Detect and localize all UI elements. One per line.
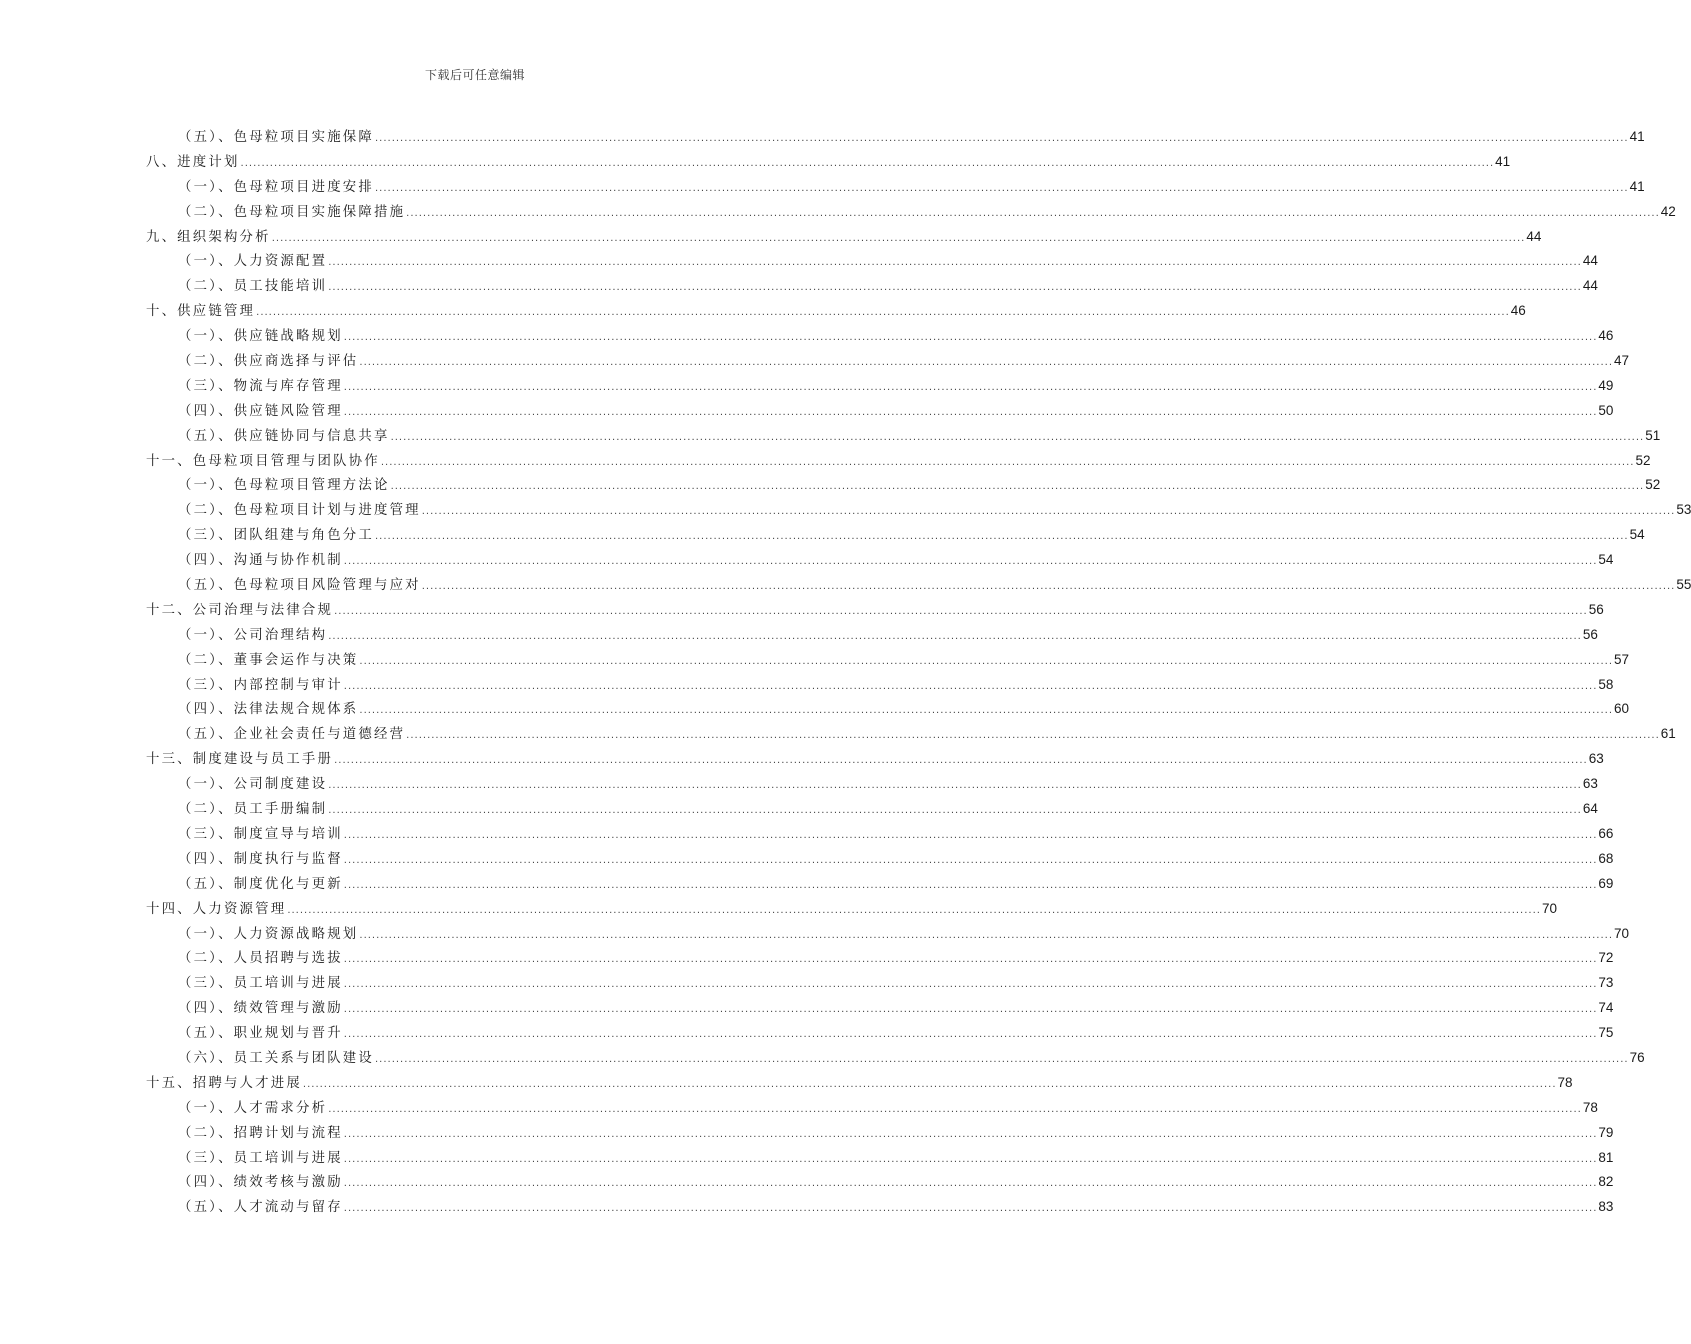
toc-dot-leader: ............................................................................................................................................................................................................................................................................................................ (328, 805, 1582, 817)
toc-section-entry[interactable] (146, 424, 1661, 449)
toc-entry-label: （五）、色母粒项目风险管理与应对 (178, 578, 421, 594)
toc-entry-label: 十三、制度建设与员工手册 (146, 752, 334, 768)
toc-dot-leader: ............................................................................................................................................................................................................................................................................................................ (343, 829, 1598, 841)
toc-entry-label: （四）、法律法规合规体系 (178, 702, 359, 718)
toc-entry-label: 十五、招聘与人才进展 (146, 1075, 302, 1091)
toc-section-entry[interactable] (146, 200, 1676, 225)
toc-entry-label: （二）、人员招聘与选拔 (178, 951, 343, 967)
toc-entry-label: （三）、团队组建与角色分工 (178, 528, 374, 544)
toc-dot-leader: ............................................................................................................................................................................................................................................................................................................ (406, 207, 1660, 219)
toc-page-number: 82 (1598, 1174, 1614, 1190)
toc-dot-leader: ............................................................................................................................................................................................................................................................................................................ (380, 456, 1635, 468)
toc-entry-label: （二）、员工手册编制 (178, 802, 328, 818)
toc-page-number: 51 (1645, 427, 1661, 443)
toc-dot-leader: ............................................................................................................................................................................................................................................................................................................ (271, 232, 1526, 244)
toc-page-number: 73 (1598, 975, 1614, 991)
toc-section-entry[interactable] (146, 324, 1614, 349)
toc-page-number: 46 (1598, 328, 1614, 344)
toc-page-number: 50 (1598, 402, 1614, 418)
toc-dot-leader: ............................................................................................................................................................................................................................................................................................................ (256, 307, 1510, 319)
toc-page-number: 78 (1557, 1074, 1573, 1090)
toc-page-number: 63 (1582, 776, 1598, 792)
table-of-contents (146, 125, 1691, 1220)
toc-section-entry[interactable] (146, 498, 1691, 523)
toc-dot-leader: ............................................................................................................................................................................................................................................................................................................ (343, 680, 1598, 692)
toc-dot-leader: ............................................................................................................................................................................................................................................................................................................ (359, 357, 1614, 369)
toc-section-entry[interactable] (146, 946, 1614, 971)
toc-section-entry[interactable] (146, 847, 1614, 872)
toc-section-entry[interactable] (146, 1146, 1614, 1171)
toc-page-number: 58 (1598, 676, 1614, 692)
toc-entry-label: （五）、供应链协同与信息共享 (178, 428, 390, 444)
toc-entry-label: （二）、招聘计划与流程 (178, 1125, 343, 1141)
toc-dot-leader: ............................................................................................................................................................................................................................................................................................................ (374, 133, 1629, 144)
toc-dot-leader: ............................................................................................................................................................................................................................................................................................................ (328, 282, 1582, 294)
toc-section-entry[interactable] (146, 872, 1614, 897)
toc-dot-leader: ............................................................................................................................................................................................................................................................................................................ (359, 655, 1614, 667)
toc-entry-label: （三）、内部控制与审计 (178, 677, 343, 693)
toc-entry-label: （四）、绩效考核与激励 (178, 1175, 343, 1191)
toc-dot-leader: ............................................................................................................................................................................................................................................................................................................ (359, 929, 1614, 941)
toc-dot-leader: ............................................................................................................................................................................................................................................................................................................ (343, 879, 1598, 891)
toc-entry-label: （三）、制度宣导与培训 (178, 826, 343, 842)
toc-dot-leader: ............................................................................................................................................................................................................................................................................................................ (343, 556, 1598, 568)
toc-entry-label: （一）、人力资源战略规划 (178, 926, 359, 942)
toc-page-number: 54 (1629, 527, 1645, 543)
toc-dot-leader: ............................................................................................................................................................................................................................................................................................................ (302, 1078, 1557, 1090)
toc-page-number: 61 (1660, 726, 1676, 742)
toc-entry-label: （一）、色母粒项目进度安排 (178, 179, 374, 195)
toc-page-number: 42 (1660, 203, 1676, 219)
toc-dot-leader: ............................................................................................................................................................................................................................................................................................................ (328, 257, 1582, 269)
toc-entry-label: 十一、色母粒项目管理与团队协作 (146, 453, 380, 469)
toc-page-number: 56 (1582, 626, 1598, 642)
toc-chapter-entry[interactable] (146, 1071, 1573, 1096)
toc-section-entry[interactable] (146, 1021, 1614, 1046)
toc-page-number: 57 (1614, 651, 1630, 667)
toc-section-entry[interactable] (146, 822, 1614, 847)
toc-entry-label: （五）、色母粒项目实施保障 (178, 130, 374, 145)
toc-dot-leader: ............................................................................................................................................................................................................................................................................................................ (390, 431, 1645, 443)
toc-entry-label: 八、进度计划 (146, 154, 240, 170)
toc-entry-label: （三）、员工培训与进展 (178, 976, 343, 992)
toc-entry-label: 十、供应链管理 (146, 304, 256, 320)
toc-dot-leader: ............................................................................................................................................................................................................................................................................................................ (328, 780, 1582, 792)
toc-entry-label: 十二、公司治理与法律合规 (146, 602, 334, 618)
toc-section-entry[interactable] (146, 125, 1645, 150)
toc-entry-label: （三）、物流与库存管理 (178, 378, 343, 394)
toc-chapter-entry[interactable] (146, 150, 1511, 175)
toc-chapter-entry[interactable] (146, 449, 1651, 474)
toc-dot-leader: ............................................................................................................................................................................................................................................................................................................ (390, 481, 1645, 493)
toc-page-number: 79 (1598, 1124, 1614, 1140)
toc-page-number: 44 (1582, 278, 1598, 294)
toc-page-number: 63 (1588, 751, 1604, 767)
toc-dot-leader: ............................................................................................................................................................................................................................................................................................................ (334, 605, 1588, 617)
toc-page-number: 47 (1614, 353, 1630, 369)
toc-page-number: 76 (1629, 1049, 1645, 1065)
toc-page-number: 53 (1676, 502, 1691, 518)
toc-entry-label: （二）、董事会运作与决策 (178, 652, 359, 668)
toc-dot-leader: ............................................................................................................................................................................................................................................................................................................ (343, 1178, 1598, 1190)
toc-entry-label: （一）、供应链战略规划 (178, 329, 343, 345)
toc-chapter-entry[interactable] (146, 897, 1557, 922)
toc-dot-leader: ............................................................................................................................................................................................................................................................................................................ (343, 1029, 1598, 1041)
toc-dot-leader: ............................................................................................................................................................................................................................................................................................................ (287, 904, 1541, 916)
toc-entry-label: （五）、人才流动与留存 (178, 1200, 343, 1216)
toc-entry-label: （五）、企业社会责任与道德经营 (178, 727, 406, 743)
toc-entry-label: （四）、绩效管理与激励 (178, 1001, 343, 1017)
toc-dot-leader: ............................................................................................................................................................................................................................................................................................................ (343, 381, 1598, 393)
toc-entry-label: （一）、公司制度建设 (178, 777, 328, 793)
toc-entry-label: （二）、员工技能培训 (178, 279, 328, 295)
toc-section-entry[interactable] (146, 175, 1645, 200)
toc-section-entry[interactable] (146, 697, 1630, 722)
toc-page-number: 54 (1598, 552, 1614, 568)
toc-entry-label: （一）、人力资源配置 (178, 254, 328, 270)
toc-chapter-entry[interactable] (146, 299, 1526, 324)
toc-page-number: 78 (1582, 1099, 1598, 1115)
toc-section-entry[interactable] (146, 374, 1614, 399)
toc-page-number: 41 (1629, 178, 1645, 194)
toc-section-entry[interactable] (146, 573, 1691, 598)
toc-page-number: 44 (1582, 253, 1598, 269)
toc-dot-leader: ............................................................................................................................................................................................................................................................................................................ (343, 854, 1598, 866)
toc-entry-label: （一）、人才需求分析 (178, 1100, 328, 1116)
toc-page-number: 64 (1582, 801, 1598, 817)
toc-dot-leader: ............................................................................................................................................................................................................................................................................................................ (374, 1053, 1629, 1065)
toc-page-number: 70 (1541, 900, 1557, 916)
toc-section-entry[interactable] (146, 722, 1676, 747)
toc-page-number: 66 (1598, 825, 1614, 841)
toc-section-entry[interactable] (146, 548, 1614, 573)
toc-section-entry[interactable] (146, 971, 1614, 996)
toc-dot-leader: ............................................................................................................................................................................................................................................................................................................ (343, 1004, 1598, 1016)
toc-page-number: 74 (1598, 1000, 1614, 1016)
toc-page-number: 81 (1598, 1149, 1614, 1165)
toc-entry-label: （五）、职业规划与晋升 (178, 1026, 343, 1042)
toc-section-entry[interactable] (146, 673, 1614, 698)
toc-dot-leader: ............................................................................................................................................................................................................................................................................................................ (343, 1128, 1598, 1140)
toc-page-number: 46 (1510, 303, 1526, 319)
toc-page-number: 70 (1614, 925, 1630, 941)
toc-section-entry[interactable] (146, 1121, 1614, 1146)
toc-dot-leader: ............................................................................................................................................................................................................................................................................................................ (421, 506, 1676, 518)
toc-section-entry[interactable] (146, 772, 1598, 797)
toc-page-number: 75 (1598, 1025, 1614, 1041)
toc-section-entry[interactable] (146, 473, 1661, 498)
toc-entry-label: （五）、制度优化与更新 (178, 876, 343, 892)
toc-entry-label: （三）、员工培训与进展 (178, 1150, 343, 1166)
toc-page-number: 52 (1635, 452, 1651, 468)
toc-section-entry[interactable] (146, 797, 1598, 822)
toc-entry-label: （一）、色母粒项目管理方法论 (178, 478, 390, 494)
toc-dot-leader: ............................................................................................................................................................................................................................................................................................................ (374, 182, 1629, 194)
toc-dot-leader: ............................................................................................................................................................................................................................................................................................................ (374, 531, 1629, 543)
toc-dot-leader: ............................................................................................................................................................................................................................................................................................................ (240, 157, 1495, 169)
toc-chapter-entry[interactable] (146, 747, 1604, 772)
toc-entry-label: （四）、沟通与协作机制 (178, 553, 343, 569)
toc-page-number: 83 (1598, 1199, 1614, 1215)
toc-page-number: 52 (1645, 477, 1661, 493)
toc-entry-label: （二）、供应商选择与评估 (178, 354, 359, 370)
toc-page-number: 49 (1598, 377, 1614, 393)
page-header: 下载后可任意编辑 (424, 68, 525, 82)
toc-section-entry[interactable] (146, 1195, 1614, 1220)
toc-dot-leader: ............................................................................................................................................................................................................................................................................................................ (406, 730, 1660, 742)
toc-page-number: 41 (1629, 129, 1645, 144)
toc-dot-leader: ............................................................................................................................................................................................................................................................................................................ (343, 979, 1598, 991)
toc-dot-leader: ............................................................................................................................................................................................................................................................................................................ (334, 755, 1588, 767)
toc-section-entry[interactable] (146, 1096, 1598, 1121)
toc-entry-label: （四）、制度执行与监督 (178, 851, 343, 867)
toc-entry-label: （一）、公司治理结构 (178, 627, 328, 643)
toc-entry-label: （二）、色母粒项目计划与进度管理 (178, 503, 421, 519)
toc-chapter-entry[interactable] (146, 598, 1604, 623)
toc-section-entry[interactable] (146, 1046, 1645, 1071)
toc-dot-leader: ............................................................................................................................................................................................................................................................................................................ (343, 1203, 1598, 1215)
toc-section-entry[interactable] (146, 249, 1598, 274)
toc-section-entry[interactable] (146, 996, 1614, 1021)
toc-entry-label: （四）、供应链风险管理 (178, 403, 343, 419)
toc-dot-leader: ............................................................................................................................................................................................................................................................................................................ (421, 581, 1676, 593)
toc-page-number: 44 (1526, 228, 1542, 244)
toc-dot-leader: ............................................................................................................................................................................................................................................................................................................ (359, 705, 1614, 717)
toc-entry-label: 十四、人力资源管理 (146, 901, 287, 917)
toc-entry-label: 九、组织架构分析 (146, 229, 271, 245)
toc-page-number: 72 (1598, 950, 1614, 966)
toc-dot-leader: ............................................................................................................................................................................................................................................................................................................ (343, 1153, 1598, 1165)
toc-entry-label: （二）、色母粒项目实施保障措施 (178, 204, 406, 220)
toc-section-entry[interactable] (146, 1170, 1614, 1195)
toc-page-number: 56 (1588, 601, 1604, 617)
toc-page-number: 55 (1676, 577, 1691, 593)
toc-dot-leader: ............................................................................................................................................................................................................................................................................................................ (328, 630, 1582, 642)
toc-page-number: 60 (1614, 701, 1630, 717)
toc-dot-leader: ............................................................................................................................................................................................................................................................................................................ (328, 1103, 1582, 1115)
toc-section-entry[interactable] (146, 922, 1630, 947)
toc-section-entry[interactable] (146, 523, 1645, 548)
toc-dot-leader: ............................................................................................................................................................................................................................................................................................................ (343, 406, 1598, 418)
toc-section-entry[interactable] (146, 349, 1630, 374)
toc-section-entry[interactable] (146, 274, 1598, 299)
toc-page-number: 68 (1598, 850, 1614, 866)
toc-dot-leader: ............................................................................................................................................................................................................................................................................................................ (343, 954, 1598, 966)
toc-page-number: 69 (1598, 875, 1614, 891)
toc-page-number: 41 (1495, 153, 1511, 169)
toc-section-entry[interactable] (146, 648, 1630, 673)
toc-section-entry[interactable] (146, 399, 1614, 424)
toc-chapter-entry[interactable] (146, 225, 1542, 250)
toc-entry-label: （六）、员工关系与团队建设 (178, 1050, 374, 1066)
toc-section-entry[interactable] (146, 623, 1598, 648)
toc-dot-leader: ............................................................................................................................................................................................................................................................................................................ (343, 332, 1598, 344)
